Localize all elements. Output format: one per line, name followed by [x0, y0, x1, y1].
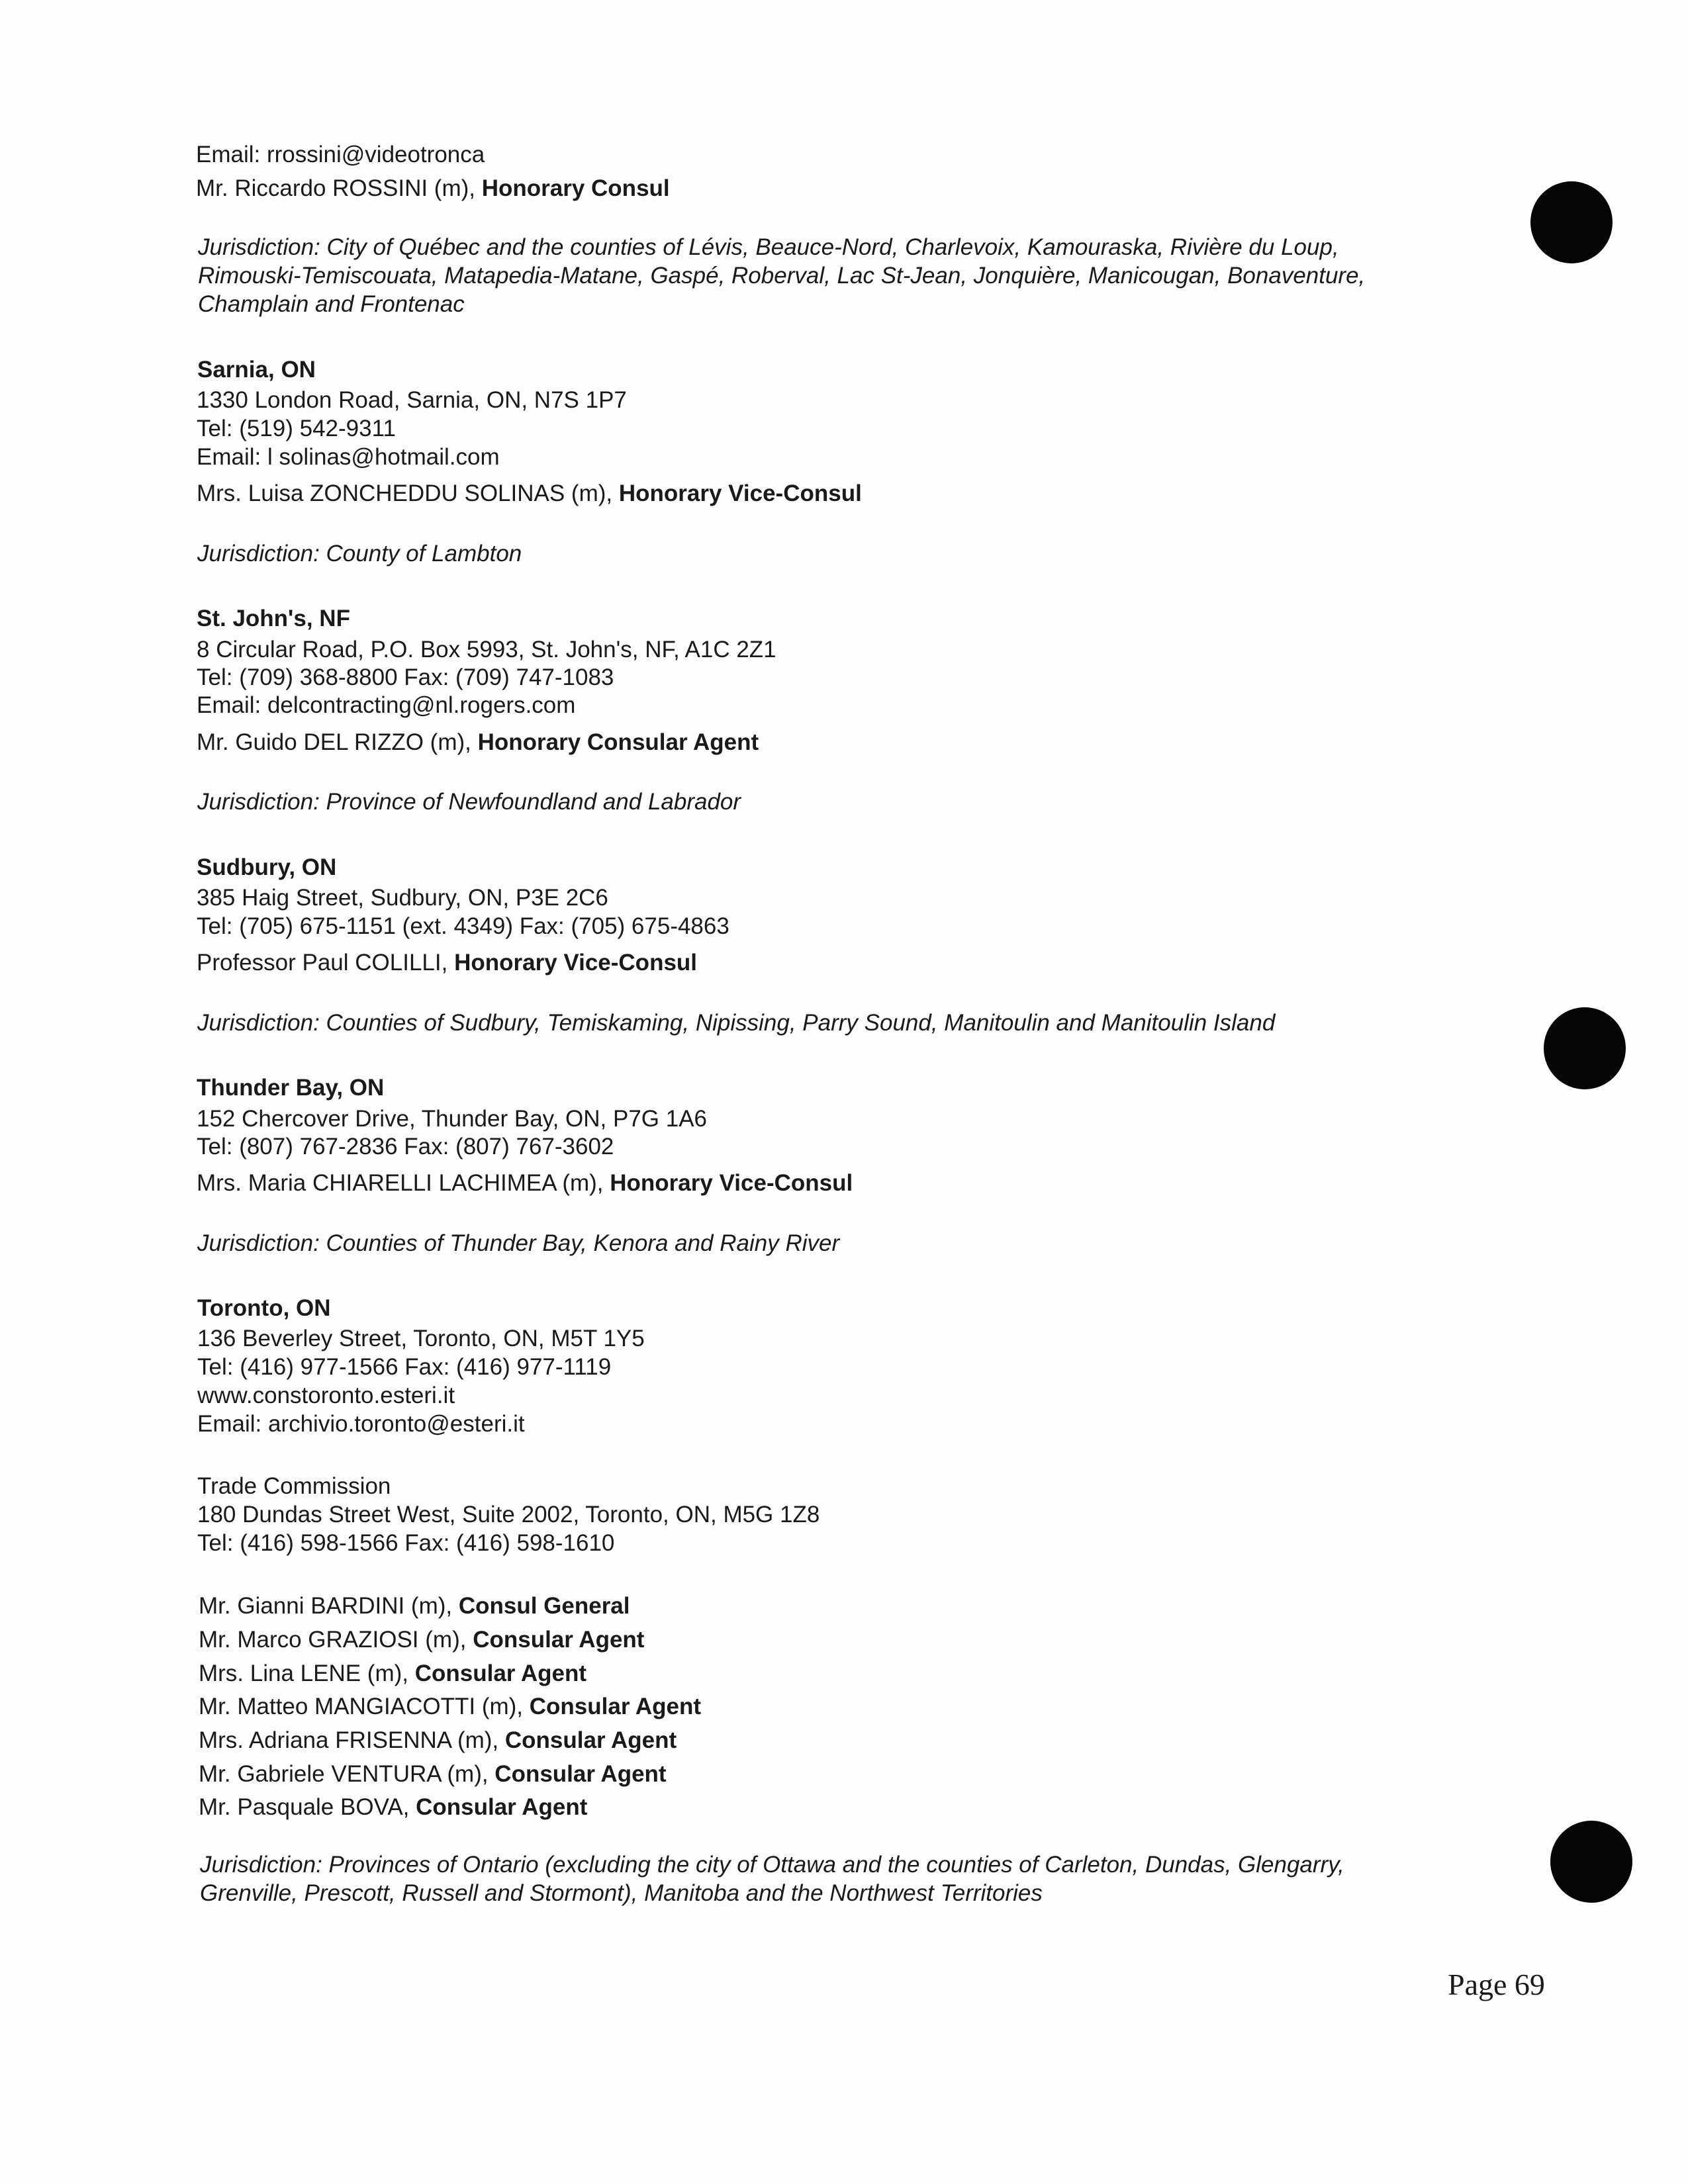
person-name: Mr. Marco GRAZIOSI (m),	[199, 1627, 473, 1653]
person-title: Honorary Consul	[481, 175, 670, 201]
person-title: Honorary Vice-Consul	[610, 1170, 853, 1196]
jurisdiction-text: County of Lambton	[319, 541, 522, 567]
punch-hole-top	[1530, 181, 1613, 263]
punch-hole-middle	[1544, 1007, 1626, 1089]
person-name: Mrs. Lina LENE (m),	[199, 1661, 415, 1686]
toronto-heading: Toronto, ON	[197, 1295, 331, 1321]
sudbury-tel: Tel: (705) 675-1151 (ext. 4349) Fax: (705) 675-4863	[197, 913, 729, 939]
person-name: Mrs. Luisa ZONCHEDDU SOLINAS (m),	[197, 480, 619, 506]
person-title: Consular Agent	[494, 1761, 667, 1787]
toronto-jurisdiction-line-2: Grenville, Prescott, Russell and Stormont), Manitoba and the Northwest Territories	[200, 1880, 1043, 1906]
jurisdiction-label: Jurisdiction:	[197, 1230, 320, 1256]
sarnia-heading: Sarnia, ON	[197, 357, 316, 383]
jurisdiction-text: Counties of Sudbury, Temiskaming, Nipissing, Parry Sound, Manitoulin and Manitoulin Island	[319, 1010, 1276, 1036]
stjohns-tel: Tel: (709) 368-8800 Fax: (709) 747-1083	[197, 664, 614, 690]
person-name: Mr. Gabriele VENTURA (m),	[199, 1761, 495, 1787]
sarnia-person	[197, 480, 862, 508]
toronto-person-1	[199, 1592, 630, 1620]
person-title: Consular Agent	[504, 1727, 677, 1753]
person-name: Mr. Pasquale BOVA,	[199, 1794, 416, 1820]
person-title: Consul General	[458, 1593, 630, 1619]
jurisdiction-text: Province of Newfoundland and Labrador	[319, 789, 741, 815]
sudbury-jurisdiction	[197, 1009, 1275, 1037]
toronto-person-6	[199, 1760, 667, 1788]
toronto-website: www.constoronto.esteri.it	[197, 1383, 455, 1408]
toronto-person-4	[199, 1693, 701, 1721]
person-name: Mrs. Adriana FRISENNA (m),	[199, 1727, 505, 1753]
jurisdiction-label: Jurisdiction:	[197, 541, 320, 567]
person-title: Honorary Vice-Consul	[618, 480, 862, 506]
page-number: Page 69	[1448, 1968, 1545, 2001]
person-name: Professor Paul COLILLI,	[197, 950, 455, 976]
quebec-jurisdiction-line-3: Champlain and Frontenac	[198, 291, 465, 317]
sudbury-address: 385 Haig Street, Sudbury, ON, P3E 2C6	[197, 885, 608, 911]
sarnia-jurisdiction	[197, 540, 522, 568]
person-name: Mr. Guido DEL RIZZO (m),	[197, 729, 478, 755]
toronto-person-5	[199, 1727, 677, 1754]
person-title: Honorary Consular Agent	[477, 729, 759, 755]
person-name: Mr. Matteo MANGIACOTTI (m),	[199, 1694, 530, 1719]
toronto-email: Email: archivio.toronto@esteri.it	[197, 1411, 525, 1437]
toronto-person-2	[199, 1626, 644, 1654]
person-name: Mrs. Maria CHIARELLI LACHIMEA (m),	[197, 1170, 610, 1196]
quebec-jurisdiction-line-2: Rimouski-Temiscouata, Matapedia-Matane, Gaspé, Roberval, Lac St-Jean, Jonquière, Manicougan, Bonaventure,	[198, 263, 1366, 289]
trade-commission-name: Trade Commission	[197, 1473, 391, 1499]
jurisdiction-label: Jurisdiction:	[198, 234, 320, 260]
stjohns-person	[197, 729, 759, 756]
person-name: Mr. Gianni BARDINI (m),	[199, 1593, 459, 1619]
toronto-person-7	[199, 1794, 587, 1821]
person-name: Mr. Riccardo ROSSINI (m),	[196, 175, 482, 201]
jurisdiction-label: Jurisdiction:	[200, 1852, 322, 1878]
jurisdiction-text: Counties of Thunder Bay, Kenora and Rainy River	[319, 1230, 840, 1256]
stjohns-jurisdiction	[197, 788, 741, 816]
quebec-email: Email: rrossini@videotronca	[196, 142, 485, 167]
trade-commission-tel: Tel: (416) 598-1566 Fax: (416) 598-1610	[197, 1530, 615, 1556]
toronto-jurisdiction-line-1	[200, 1851, 1344, 1879]
toronto-tel: Tel: (416) 977-1566 Fax: (416) 977-1119	[197, 1354, 612, 1380]
sarnia-email: Email: l solinas@hotmail.com	[197, 444, 500, 470]
sudbury-heading: Sudbury, ON	[197, 854, 337, 880]
thunderbay-heading: Thunder Bay, ON	[197, 1075, 385, 1101]
jurisdiction-text: Provinces of Ontario (excluding the city of Ottawa and the counties of Carleton, Dundas, Glengarry,	[322, 1852, 1344, 1878]
stjohns-heading: St. John's, NF	[197, 606, 350, 631]
quebec-jurisdiction-line-1	[198, 234, 1339, 261]
person-title: Consular Agent	[473, 1627, 645, 1653]
thunderbay-tel: Tel: (807) 767-2836 Fax: (807) 767-3602	[197, 1134, 614, 1160]
jurisdiction-label: Jurisdiction:	[197, 789, 320, 815]
quebec-consul	[196, 175, 670, 203]
toronto-address: 136 Beverley Street, Toronto, ON, M5T 1Y5	[197, 1326, 645, 1351]
person-title: Consular Agent	[414, 1661, 587, 1686]
sarnia-address: 1330 London Road, Sarnia, ON, N7S 1P7	[197, 387, 627, 413]
jurisdiction-text: City of Québec and the counties of Lévis, Beauce-Nord, Charlevoix, Kamouraska, Rivière du Loup,	[320, 234, 1339, 260]
thunderbay-address: 152 Chercover Drive, Thunder Bay, ON, P7G 1A6	[197, 1106, 708, 1132]
toronto-person-3	[199, 1660, 586, 1688]
thunderbay-jurisdiction	[197, 1230, 839, 1257]
sarnia-tel: Tel: (519) 542-9311	[197, 416, 396, 441]
person-title: Honorary Vice-Consul	[454, 950, 698, 976]
thunderbay-person	[197, 1169, 853, 1197]
jurisdiction-label: Jurisdiction:	[197, 1010, 320, 1036]
trade-commission-address: 180 Dundas Street West, Suite 2002, Toronto, ON, M5G 1Z8	[197, 1502, 820, 1527]
person-title: Consular Agent	[529, 1694, 702, 1719]
sudbury-person	[197, 949, 697, 977]
person-title: Consular Agent	[416, 1794, 588, 1820]
stjohns-email: Email: delcontracting@nl.rogers.com	[197, 692, 576, 718]
stjohns-address: 8 Circular Road, P.O. Box 5993, St. John's, NF, A1C 2Z1	[197, 637, 776, 662]
punch-hole-bottom	[1550, 1821, 1632, 1903]
